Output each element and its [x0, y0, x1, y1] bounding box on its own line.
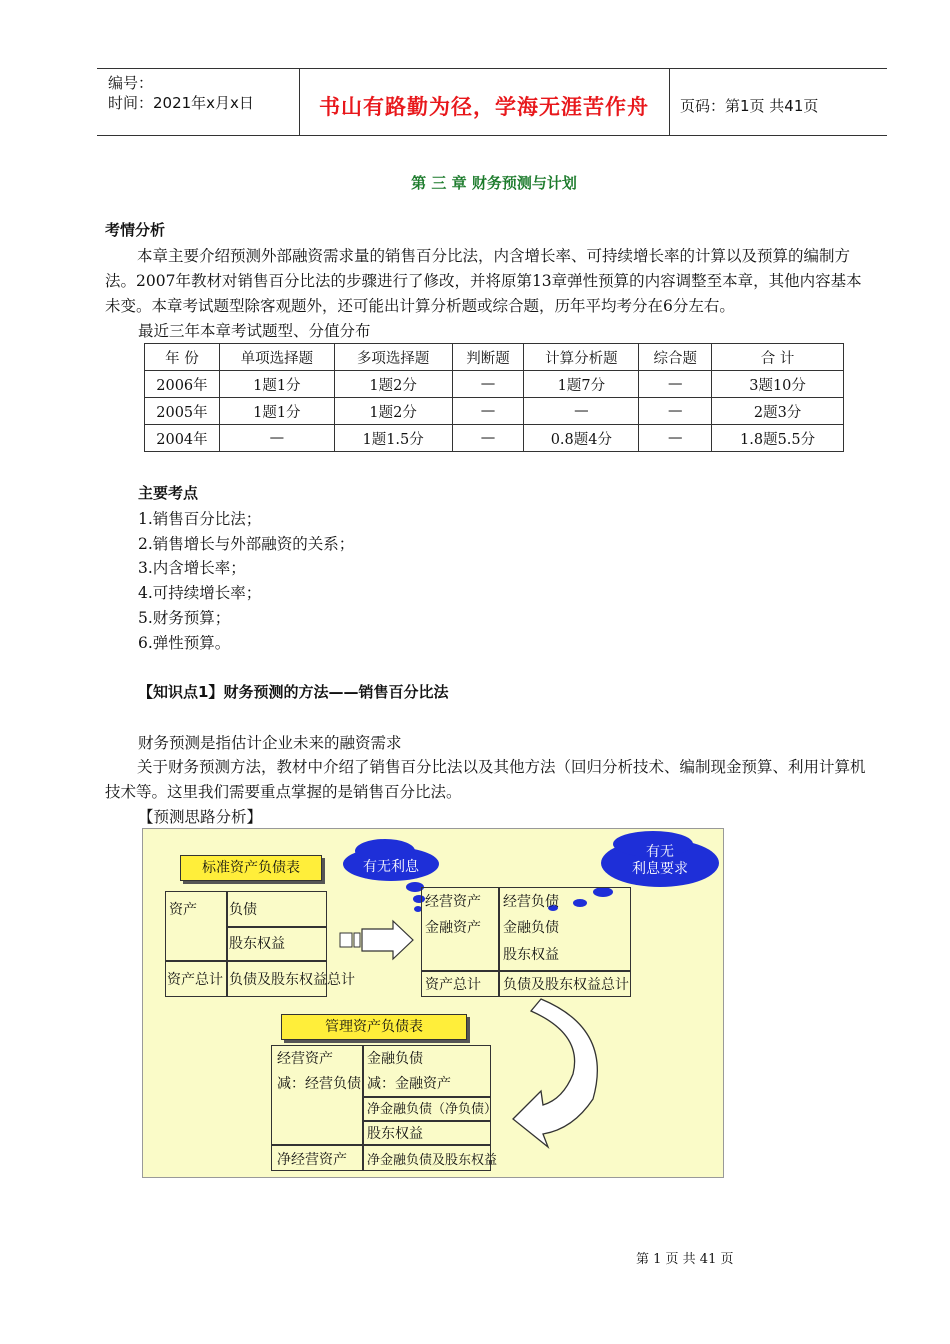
mid-equity: 股东权益 [503, 947, 559, 963]
std-total-asset: 资产总计 [167, 972, 223, 988]
table-cell: 3题10分 [712, 371, 844, 398]
header-page-cell [670, 69, 887, 135]
number-label: 编号： [108, 74, 154, 92]
std-asset: 资产 [169, 902, 197, 918]
knowledge-heading: 【知识点1】财务预测的方法——销售百分比法 [138, 683, 449, 701]
mid-total-le: 负债及股东权益总计 [503, 977, 629, 993]
list-item: 6.弹性预算。 [138, 634, 231, 652]
header-motto-cell [299, 69, 670, 135]
mid-fin-asset: 金融资产 [425, 920, 481, 936]
key-points-heading: 主要考点 [138, 484, 199, 502]
mgmt-net-op-asset: 净经营资产 [277, 1152, 347, 1168]
std-liab: 负债 [229, 902, 257, 918]
list-item: 5.财务预算； [138, 609, 231, 627]
table-cell: 2006年 [145, 371, 220, 398]
table-cell: — [452, 398, 524, 425]
page-info: 页码：第1页 共41页 [680, 97, 819, 115]
list-item: 1.销售百分比法； [138, 510, 262, 528]
analysis-label: 【预测思路分析】 [138, 808, 263, 826]
score-table [144, 343, 844, 452]
table-cell: — [452, 371, 524, 398]
std-equity: 股东权益 [229, 936, 285, 952]
page-header [97, 68, 887, 136]
table-header: 合 计 [712, 344, 844, 371]
table-header: 综合题 [639, 344, 712, 371]
header-meta-cell [97, 69, 300, 135]
table-cell: 2004年 [145, 425, 220, 452]
header-motto: 书山有路勤为径，学海无涯苦作舟 [319, 95, 649, 119]
table-header: 多项选择题 [334, 344, 452, 371]
right-arrow-icon [340, 921, 413, 959]
knowledge-paragraph: 关于财务预测方法，教材中介绍了销售百分比法以及其他方法（回归分析技术、编制现金预算、利用计算机技术等。这里我们需要重点掌握的是销售百分比法。 [105, 758, 866, 801]
table-cell: — [219, 425, 334, 452]
table-cell: 1.8题5.5分 [712, 425, 844, 452]
list-item: 3.内含增长率； [138, 559, 246, 577]
knowledge-line: 财务预测是指估计企业未来的融资需求 [138, 734, 402, 752]
table-cell: — [524, 398, 639, 425]
table-cell: 1题2分 [334, 371, 452, 398]
analysis-heading: 考情分析 [105, 221, 166, 239]
mid-fin-liab: 金融负债 [503, 920, 559, 936]
table-cell: 1题1分 [219, 398, 334, 425]
mid-op-asset: 经营资产 [425, 894, 481, 910]
table-cell: 0.8题4分 [524, 425, 639, 452]
std-total-le: 负债及股东权益总计 [229, 972, 355, 988]
page-footer: 第 1 页 共 41 页 [636, 1252, 734, 1267]
cloud-label-interest: 有无利息 [363, 859, 419, 875]
mgmt-total: 净金融负债及股东权益 [367, 1153, 498, 1168]
table-header: 计算分析题 [524, 344, 639, 371]
mgmt-equity: 股东权益 [367, 1126, 423, 1142]
mgmt-less-op-liab: 减：经营负债 [277, 1076, 361, 1092]
cloud-label-requirement [601, 844, 719, 878]
table-cell: — [452, 425, 524, 452]
table-header: 判断题 [452, 344, 524, 371]
mgmt-op-asset: 经营资产 [277, 1051, 333, 1067]
mgmt-fin-liab: 金融负债 [367, 1051, 423, 1067]
table-cell: — [639, 398, 712, 425]
table-cell: 1题2分 [334, 398, 452, 425]
table-header-row [145, 344, 844, 371]
list-item: 4.可持续增长率； [138, 584, 262, 602]
table-header: 单项选择题 [219, 344, 334, 371]
table-cell: 1题1分 [219, 371, 334, 398]
table-row [145, 371, 844, 398]
table-cell: 2题3分 [712, 398, 844, 425]
mid-total-asset: 资产总计 [425, 977, 481, 993]
cloud-label-line: 利息要求 [632, 861, 688, 877]
analysis-paragraph: 本章主要介绍预测外部融资需求量的销售百分比法，内含增长率、可持续增长率的计算以及预算的编制方法。2007年教材对销售百分比法的步骤进行了修改，并将原第13章弹性预算的内容调整至本章，其他内容基本未变。本章考试题型除客观题外，还可能出计算分析题或综合题，历年平均考分在6分左右。 [105, 247, 862, 315]
mid-op-liab: 经营负债 [503, 894, 559, 910]
list-item: 2.销售增长与外部融资的关系； [138, 535, 355, 553]
forecast-diagram [142, 828, 724, 1178]
std-balance-title: 标准资产负债表 [180, 855, 322, 881]
mgmt-net-fin-liab: 净金融负债（净负债） [367, 1102, 498, 1117]
table-cell: — [639, 425, 712, 452]
table-header: 年 份 [145, 344, 220, 371]
table-caption: 最近三年本章考试题型、分值分布 [138, 322, 371, 340]
chapter-title: 第 三 章 财务预测与计划 [411, 174, 577, 192]
curved-arrow-icon [513, 999, 597, 1147]
table-cell: 2005年 [145, 398, 220, 425]
cloud-label-line: 有无 [646, 844, 674, 860]
mgmt-less-fin-asset: 减：金融资产 [367, 1076, 451, 1092]
time-label: 时间：2021年x月x日 [108, 94, 254, 112]
table-row [145, 425, 844, 452]
table-cell: 1题1.5分 [334, 425, 452, 452]
table-row [145, 398, 844, 425]
table-cell: — [639, 371, 712, 398]
table-cell: 1题7分 [524, 371, 639, 398]
mgmt-balance-title: 管理资产负债表 [281, 1014, 467, 1040]
